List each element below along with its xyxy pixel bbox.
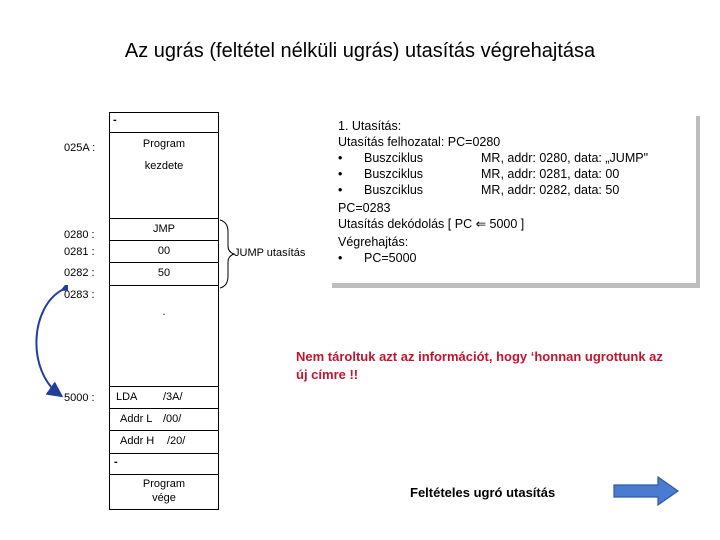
memory-top-dot: -	[113, 114, 117, 126]
address-0282: 0282 :	[64, 267, 95, 279]
bus-cycle-label: Buszciklus	[364, 151, 424, 165]
memory-cell-program: Program	[142, 138, 186, 150]
memory-divider	[109, 453, 219, 454]
memory-cell-dot: .	[162, 306, 166, 318]
jump-instruction-label: JUMP utasítás	[234, 247, 306, 259]
memory-cell-jmp: JMP	[153, 223, 175, 235]
slide-title: Az ugrás (feltétel nélküli ugrás) utasítás végrehajtása	[124, 40, 596, 62]
address-0283: 0283 :	[64, 289, 95, 301]
bus-cycle-detail: MR, addr: 0281, data: 00	[481, 167, 620, 181]
memory-bottom-dot: -	[114, 456, 118, 468]
info-execute-label: Végrehajtás:	[338, 235, 409, 249]
memory-cell-program-vege: Program	[142, 478, 186, 490]
memory-divider	[109, 386, 219, 387]
memory-cell-addr-l-value: /00/	[163, 413, 182, 425]
address-0280: 0280 :	[64, 229, 95, 241]
address-0281: 0281 :	[64, 246, 95, 258]
bullet: •	[338, 183, 343, 197]
bus-cycle-label: Buszciklus	[364, 183, 424, 197]
info-decode-line: Utasítás dekódolás [ PC ⇐ 5000 ]	[338, 217, 525, 231]
address-5000: 5000 :	[64, 392, 95, 404]
memory-cell-00: 00	[157, 245, 171, 257]
bus-cycle-label: Buszciklus	[364, 167, 424, 181]
memory-divider	[109, 430, 219, 431]
info-pc-0283: PC=0283	[338, 201, 391, 215]
address-025A: 025A :	[64, 142, 96, 154]
memory-cell-vege: vége	[152, 492, 176, 504]
bullet: •	[338, 167, 343, 181]
info-bus-cycle-1	[338, 150, 649, 166]
memory-cell-addr-h-value: /20/	[167, 435, 186, 447]
memory-divider	[109, 285, 219, 286]
memory-cell-addr-l: Addr L	[120, 413, 153, 425]
info-instruction-title: 1. Utasítás:	[338, 119, 402, 133]
memory-divider	[109, 262, 219, 263]
info-bus-cycle-3	[338, 182, 620, 198]
memory-divider	[109, 218, 219, 219]
info-fetch-line: Utasítás felhozatal: PC=0280	[338, 135, 501, 149]
memory-divider	[109, 132, 219, 133]
warning-note: Nem tároltuk azt az információt, hogy ‘honnan ugrottunk az új címre !!	[296, 349, 663, 382]
memory-cell-addr-h: Addr H	[120, 435, 155, 447]
bullet: •	[338, 251, 343, 265]
memory-cell-lda-arg: /3A/	[163, 391, 183, 403]
exec-pc-value: PC=5000	[364, 251, 417, 265]
memory-cell-lda: LDA	[116, 391, 138, 403]
bus-cycle-detail: MR, addr: 0280, data: „JUMP"	[481, 151, 649, 165]
info-exec-pc	[338, 250, 417, 266]
bus-cycle-detail: MR, addr: 0282, data: 50	[481, 183, 620, 197]
memory-divider	[109, 408, 219, 409]
info-bus-cycle-2	[338, 166, 620, 182]
jump-arrow-icon	[28, 285, 68, 403]
right-arrow-icon	[612, 474, 680, 508]
memory-divider	[109, 240, 219, 241]
memory-divider	[109, 474, 219, 475]
memory-cell-50: 50	[157, 267, 171, 279]
bullet: •	[338, 151, 343, 165]
conditional-jump-label: Feltételes ugró utasítás	[410, 485, 556, 500]
memory-cell-kezdete: kezdete	[144, 160, 184, 172]
